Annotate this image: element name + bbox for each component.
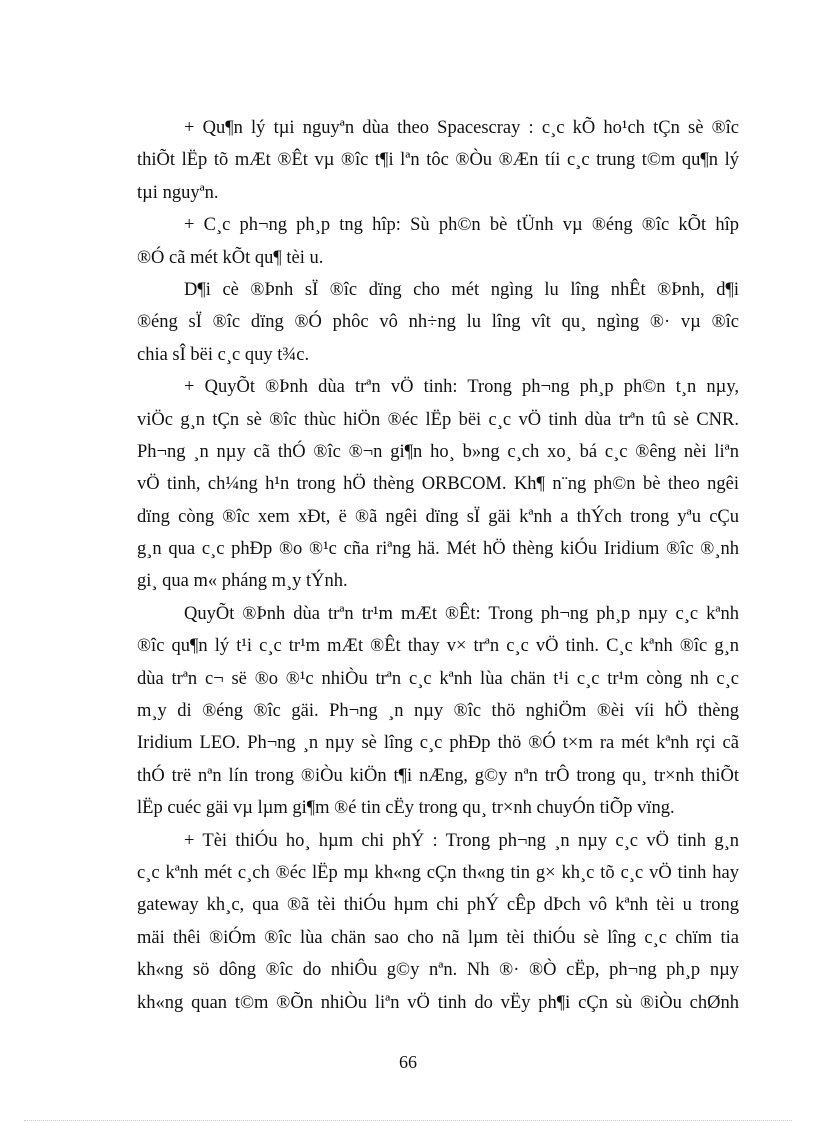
text-line: thiÕt lËp tõ mÆt ®Êt vµ ®îc t¶i lªn tôc ®Òu ®Æn tíi c¸c trung t©m qu¶n lý bbox=[137, 150, 739, 171]
text-line: viÖc g¸n tÇn sè ®îc thùc hiÖn ®éc lËp bëi c¸c vÖ tinh dùa trªn tû sè CNR. bbox=[137, 409, 739, 430]
text-line: vÖ tinh, ch¼ng h¹n trong hÖ thèng ORBCOM. Kh¶ n¨ng ph©n bè theo ngêi bbox=[137, 474, 739, 495]
text-line: + QuyÕt ®Þnh dùa trªn vÖ tinh: Trong ph¬ng ph¸p ph©n t¸n nµy, bbox=[184, 377, 739, 398]
text-line: ®éng sÏ ®îc dïng ®Ó phôc vô nh÷ng lu lîng vît qu¸ ngìng ®· vµ ®îc bbox=[137, 312, 739, 333]
text-line: gateway kh¸c, qua ®ã tèi thiÓu hµm chi phÝ cÊp dÞch vô kªnh tèi u trong bbox=[137, 895, 739, 916]
text-line: ®Ó cã mét kÕt qu¶ tèi u. bbox=[137, 247, 324, 268]
text-line: Iridium LEO. Ph¬ng ¸n nµy sè lîng c¸c phÐp thö ®Ó t×m ra mét kªnh rçi cã bbox=[137, 733, 739, 754]
text-line: QuyÕt ®Þnh dùa trªn tr¹m mÆt ®Êt: Trong ph¬ng ph¸p nµy c¸c kªnh bbox=[184, 603, 739, 624]
text-line: c¸c kªnh mét c¸ch ®éc lËp mµ kh«ng cÇn th«ng tin g× kh¸c tõ c¸c vÖ tinh hay bbox=[137, 862, 739, 883]
text-line: + Qu¶n lý tµi nguyªn dùa theo Spacescray : c¸c kÕ ho¹ch tÇn sè ®îc bbox=[184, 118, 739, 138]
text-line: lËp cuéc gäi vµ lµm gi¶m ®é tin cËy trong qu¸ tr×nh chuyÓn tiÕp vïng. bbox=[137, 798, 675, 819]
text-line: thÓ trë nªn lín trong ®iÒu kiÖn t¶i nÆng, g©y nªn trÔ trong qu¸ tr×nh thiÕt bbox=[137, 765, 739, 786]
footer-divider bbox=[24, 1120, 792, 1121]
text-line: kh«ng quan t©m ®Õn nhiÒu liªn vÖ tinh do vËy ph¶i cÇn sù ®iÒu chØnh bbox=[137, 992, 739, 1013]
text-line: dïng còng ®îc xem xÐt, ë ®ã ngêi dïng sÏ gäi kªnh a thÝch trong yªu cÇu bbox=[137, 506, 739, 527]
text-line: chia sÎ bëi c¸c quy t¾c. bbox=[137, 344, 310, 365]
text-line: Ph¬ng ¸n nµy cã thÓ ®îc ®¬n gi¶n ho¸ b»ng c¸ch xo¸ bá c¸c ®êng nèi liªn bbox=[137, 441, 739, 462]
text-line: D¶i cè ®Þnh sÏ ®îc dïng cho mét ngìng lu lîng nhÊt ®Þnh, d¶i bbox=[184, 279, 739, 300]
text-line: ®îc qu¶n lý t¹i c¸c tr¹m mÆt ®Êt thay v× trªn c¸c vÖ tinh. C¸c kªnh ®îc g¸n bbox=[137, 636, 739, 657]
page-number: 66 bbox=[399, 1052, 417, 1072]
text-line: tµi nguyªn. bbox=[137, 182, 219, 203]
text-line: + C¸c ph¬ng ph¸p tng hîp: Sù ph©n bè tÜnh vµ ®éng ®îc kÕt hîp bbox=[184, 215, 739, 236]
text-line: gi¸ qua m« pháng m¸y tÝnh. bbox=[137, 571, 348, 592]
text-line: kh«ng sö dông ®îc do nhiÔu g©y nªn. Nh ®· ®Ò cËp, ph¬ng ph¸p nµy bbox=[137, 960, 739, 981]
text-line: + Tèi thiÓu ho¸ hµm chi phÝ : Trong ph¬ng ¸n nµy c¸c vÖ tinh g¸n bbox=[184, 830, 739, 851]
text-line: g¸n qua c¸c phÐp ®o ®¹c cña riªng hä. Mét hÖ thèng kiÓu Iridium ®îc ®¸nh bbox=[137, 539, 739, 560]
text-line: mäi thêi ®iÓm ®îc lùa chän sao cho nã lµm tèi thiÓu sè lîng c¸c chïm tia bbox=[137, 927, 739, 948]
text-line: dùa trªn c¬ së ®o ®¹c nhiÒu trªn c¸c kªnh lùa chän t¹i c¸c tr¹m còng nh c¸c bbox=[137, 668, 739, 689]
body-text bbox=[137, 112, 739, 1019]
text-line: m¸y di ®éng ®îc gäi. Ph¬ng ¸n nµy ®îc thö nghiÖm ®èi víi hÖ thèng bbox=[137, 701, 739, 722]
